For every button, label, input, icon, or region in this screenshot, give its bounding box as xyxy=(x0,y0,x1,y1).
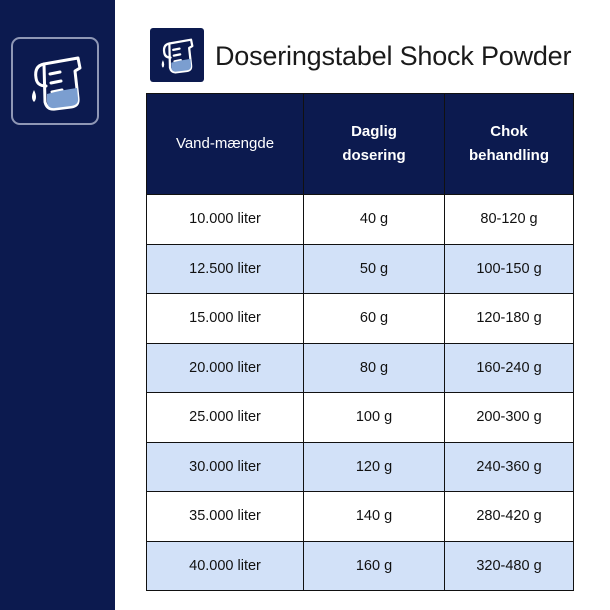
cell-shock-treatment: 240-360 g xyxy=(445,442,574,492)
cell-shock-treatment: 320-480 g xyxy=(445,541,574,591)
table-row xyxy=(147,244,574,294)
cell-daily-dose: 80 g xyxy=(304,343,445,393)
cell-water-amount: 15.000 liter xyxy=(147,294,304,344)
page-title: Doseringstabel Shock Powder xyxy=(215,41,572,71)
cell-shock-treatment: 200-300 g xyxy=(445,393,574,443)
cell-shock-treatment: 120-180 g xyxy=(445,294,574,344)
table-header-row xyxy=(147,94,574,195)
sidebar xyxy=(0,0,115,610)
cell-water-amount: 25.000 liter xyxy=(147,393,304,443)
cell-water-amount: 10.000 liter xyxy=(147,195,304,245)
header-water-amount: Vand-mængde xyxy=(147,94,304,195)
cell-daily-dose: 140 g xyxy=(304,492,445,542)
cell-water-amount: 12.500 liter xyxy=(147,244,304,294)
table-row xyxy=(147,294,574,344)
table-row xyxy=(147,442,574,492)
cell-water-amount: 20.000 liter xyxy=(147,343,304,393)
table-row xyxy=(147,492,574,542)
cell-water-amount: 30.000 liter xyxy=(147,442,304,492)
header-daily-dose: Daglig dosering xyxy=(304,94,445,195)
cell-daily-dose: 50 g xyxy=(304,244,445,294)
cell-daily-dose: 100 g xyxy=(304,393,445,443)
table-row xyxy=(147,343,574,393)
cell-shock-treatment: 280-420 g xyxy=(445,492,574,542)
table-row xyxy=(147,541,574,591)
cell-shock-treatment: 80-120 g xyxy=(445,195,574,245)
cell-daily-dose: 60 g xyxy=(304,294,445,344)
table-row xyxy=(147,195,574,245)
cell-shock-treatment: 160-240 g xyxy=(445,343,574,393)
cell-water-amount: 40.000 liter xyxy=(147,541,304,591)
header-shock-treatment: Chok behandling xyxy=(445,94,574,195)
dosage-table xyxy=(146,93,574,591)
measuring-jug-icon xyxy=(11,37,99,125)
cell-daily-dose: 120 g xyxy=(304,442,445,492)
measuring-jug-icon xyxy=(150,28,204,82)
cell-water-amount: 35.000 liter xyxy=(147,492,304,542)
cell-daily-dose: 160 g xyxy=(304,541,445,591)
cell-daily-dose: 40 g xyxy=(304,195,445,245)
table-row xyxy=(147,393,574,443)
cell-shock-treatment: 100-150 g xyxy=(445,244,574,294)
